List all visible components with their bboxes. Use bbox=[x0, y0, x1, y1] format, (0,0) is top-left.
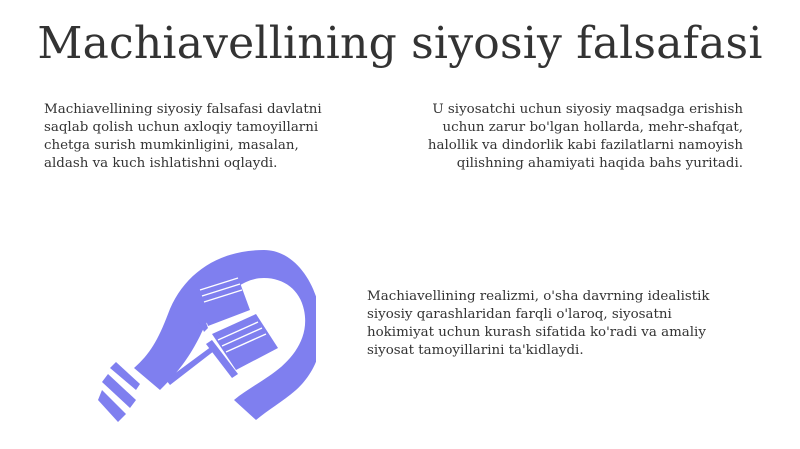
paragraph-right: U siyosatchi uchun siyosiy maqsadga erishish uchun zarur bo'lgan hollarda, mehr-shafqat, halollik va dindorlik kabi fazilatlarni namoyish qilishning ahamiyati haqida bahs yuritadi. bbox=[427, 102, 743, 171]
paragraph-bottom: Machiavellining realizmi, o'sha davrning idealistik siyosiy qarashlaridan farqli o'laroq, siyosatni hokimiyat uchun kurash sifatida ko'radi va amaliy siyosat tamoyillarini ta'kidlaydi. bbox=[367, 289, 710, 358]
paragraph-left: Machiavellining siyosiy falsafasi davlatni saqlab qolish uchun axloqiy tamoyillarni chetga surish mumkinligini, masalan, aldash va kuch ishlatishni oqlaydi. bbox=[44, 102, 322, 171]
lightbulb-book-icon bbox=[96, 250, 316, 430]
slide-title: Machiavellining siyosiy falsafasi bbox=[37, 18, 763, 69]
